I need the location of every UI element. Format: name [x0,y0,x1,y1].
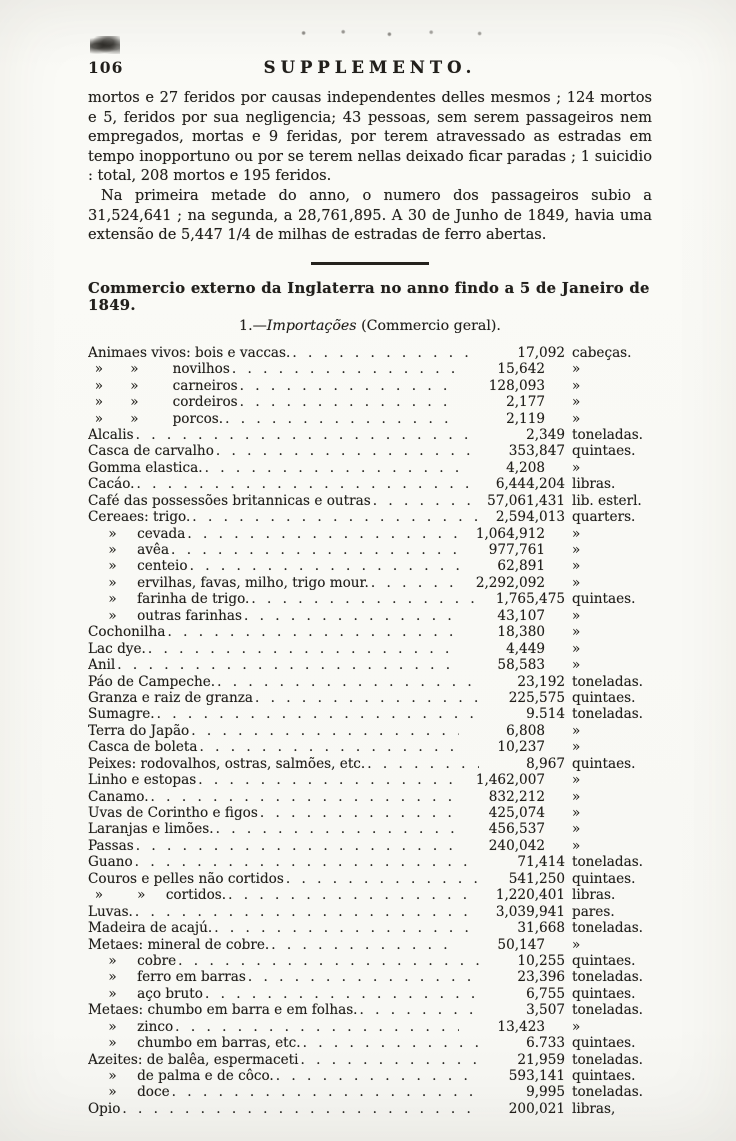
row-ditto-prefix: » » [88,410,173,427]
dot-leader [373,493,479,509]
row-ditto-prefix: » [88,985,138,1002]
row-label: doce [137,1084,170,1101]
dot-leader [371,575,459,591]
row-value: 9,995 [526,1084,565,1101]
row-label: ferro em barras [137,969,246,986]
row-unit: lib. esterl. [572,492,642,509]
running-header: SUPPLEMENTO. [263,58,477,77]
row-value: 43,107 [497,607,545,624]
table-row [88,838,652,854]
table-row [88,1052,652,1068]
dot-leader [240,394,459,410]
import-table [88,345,652,1118]
table-row [88,493,652,509]
row-ditto-prefix: » [88,542,138,558]
row-value: 62,891 [497,558,545,575]
table-row [88,460,652,476]
dot-leader [192,509,479,525]
table-row [88,526,652,542]
row-label: cortidos. [165,887,227,904]
row-unit: toneladas. [572,673,644,690]
dot-leader [191,723,459,739]
row-label: Laranjas e limões. [88,821,214,838]
row-label: Cacáo. [88,476,135,493]
row-label: farinha de trigo. [137,591,250,608]
row-value: 1,064,912 [475,525,545,542]
table-row [88,641,652,657]
dot-leader [167,624,459,640]
row-value: 541,250 [508,870,565,887]
dot-leader [172,1084,479,1100]
row-value: 240,042 [488,837,545,854]
row-label: Casca de carvalho [88,443,214,460]
dot-leader [292,345,479,361]
section-subtitle [88,318,652,334]
table-row [88,789,652,805]
table-row [88,1084,652,1100]
dot-leader [225,411,459,427]
row-value: 10,255 [517,952,565,969]
row-ditto-prefix: » [88,607,138,624]
subtitle-suffix: (Commercio geral). [356,317,501,334]
dot-leader [187,526,459,542]
row-ditto-prefix: » [88,1084,138,1101]
dot-leader [301,1052,480,1068]
row-value: 18,380 [497,624,545,641]
row-label: Linho e estopas [88,772,197,789]
row-value: 23,396 [517,969,565,986]
row-unit: » [572,459,581,476]
row-label: Alcalis [88,426,134,443]
table-row [88,345,652,361]
row-label: Peixes: rodovalhos, ostras, salmões, etc. [88,755,366,772]
dot-leader [276,1068,479,1084]
table-row [88,476,652,492]
row-value: 3,039,941 [495,903,565,920]
row-value: 6,444,204 [495,476,565,493]
row-label: Metaes: mineral de cobre. [88,936,270,953]
row-ditto-prefix: » [88,1035,138,1052]
row-unit: » [572,837,581,854]
row-unit: quintaes. [572,870,636,887]
row-value: 13,423 [497,1018,545,1035]
ink-smudge [90,36,120,54]
row-unit: » [572,1018,581,1035]
row-value: 10,237 [497,739,545,756]
dot-leader [367,756,479,772]
table-row [88,624,652,640]
table-row [88,1002,652,1018]
row-value: 832,212 [488,788,545,805]
row-unit: » [572,805,581,821]
table-row [88,953,652,969]
dot-leader [137,476,480,492]
table-row [88,1068,652,1084]
row-value: 21,959 [517,1051,565,1068]
row-value: 425,074 [488,805,545,821]
row-ditto-prefix: » [88,1018,138,1035]
row-value: 58,583 [497,657,545,674]
row-value: 225,575 [508,689,565,706]
row-unit: toneladas. [572,1084,644,1101]
dot-leader [286,871,479,887]
row-unit: » [572,542,581,558]
row-unit: libras, [572,1100,616,1117]
dot-leader [190,558,459,574]
row-value: 4,208 [506,459,545,476]
row-label: cobre [137,952,177,969]
dot-leader [157,706,479,722]
row-label: cevada [137,525,186,542]
table-row [88,690,652,706]
row-label: cordeiros [172,394,238,411]
row-unit: » [572,739,581,756]
row-label: Sumagre. [88,706,155,723]
row-value: 6,755 [526,985,565,1002]
row-label: Granza e raiz de granza [88,689,253,706]
row-ditto-prefix: » » [88,361,173,378]
table-row [88,937,652,953]
row-unit: pares. [572,903,615,920]
ink-specks [286,28,506,38]
table-row [88,591,652,607]
row-value: 6,808 [506,722,545,739]
row-label: Luvas. [88,903,133,920]
section-divider [311,262,429,265]
table-row [88,986,652,1002]
table-row [88,854,652,870]
row-value: 353,847 [508,443,565,460]
dot-leader [216,443,479,459]
table-row [88,361,652,377]
dot-leader [240,378,459,394]
row-value: 1,220,401 [495,887,565,904]
row-value: 8,967 [526,755,565,772]
row-ditto-prefix: » » [88,887,166,904]
row-value: 23,192 [517,673,565,690]
table-row [88,821,652,837]
row-label: Lac dye. [88,640,146,657]
row-value: 15,642 [497,361,545,378]
row-unit: » [572,821,581,838]
table-row [88,378,652,394]
row-ditto-prefix: » [88,591,138,608]
row-unit: toneladas. [572,920,644,937]
row-unit: » [572,722,581,739]
row-ditto-prefix: » [88,952,138,969]
row-label: centeio [137,558,188,575]
dot-leader [136,838,459,854]
table-row [88,920,652,936]
row-unit: » [572,377,581,394]
row-unit: » [572,525,581,542]
row-value: 31,668 [517,920,565,937]
row-ditto-prefix: » [88,1068,138,1084]
row-label: Casca de boleta [88,739,198,756]
dot-leader [151,789,459,805]
row-value: 2,119 [506,410,545,427]
dot-leader [260,805,459,821]
table-row [88,969,652,985]
row-label: Animaes vivos: bois e vaccas. [88,344,291,361]
table-row [88,1101,652,1117]
row-ditto-prefix: » [88,558,138,575]
row-unit: » [572,574,581,591]
row-unit: quintaes. [572,1068,636,1084]
table-row [88,871,652,887]
row-value: 977,761 [488,542,545,558]
masthead [88,56,652,82]
dot-leader [175,1019,459,1035]
dot-leader [148,641,459,657]
table-row [88,394,652,410]
row-unit: quintaes. [572,443,636,460]
dot-leader [214,920,479,936]
row-unit: quarters. [572,509,636,526]
table-row [88,575,652,591]
dot-leader [232,361,459,377]
subtitle-italic-word: Importações [266,317,357,334]
row-label: Passas [88,837,134,854]
row-value: 200,021 [508,1100,565,1117]
dot-leader [248,969,479,985]
table-row [88,723,652,739]
row-value: 50,147 [497,936,545,953]
row-unit: toneladas. [572,854,644,871]
table-row [88,443,652,459]
paragraph-accidents: mortos e 27 feridos por causas independentes delles mesmos ; 124 mortos e 5, feridos por sua negligencia; 43 pessoas, sem serem passageiros nem empregados, mortas e 9 feridas, por terem atravessado as estradas em tempo inopportuno ou por se terem nellas deixado ficar paradas ; 1 suicidio : total, 208 mortos e 195 feridos. [88,89,652,185]
row-value: 593,141 [508,1068,565,1084]
table-row [88,427,652,443]
table-row [88,739,652,755]
dot-leader [228,887,479,903]
table-row [88,558,652,574]
row-value: 57,061,431 [487,492,565,509]
row-label: porcos. [172,410,224,427]
row-value: 6.733 [526,1035,565,1052]
table-row [88,887,652,903]
row-label: ervilhas, favas, milho, trigo mour. [137,574,369,591]
row-value: 3,507 [526,1002,565,1019]
row-ditto-prefix: » [88,969,138,986]
row-unit: » [572,410,581,427]
dot-leader [255,690,479,706]
table-row [88,674,652,690]
table-row [88,1035,652,1051]
row-unit: toneladas. [572,1002,644,1019]
dot-leader [205,986,479,1002]
row-value: 128,093 [488,377,545,394]
row-label: Cochonilha [88,624,166,641]
dot-leader [178,953,479,969]
row-unit: toneladas. [572,426,644,443]
dot-leader [135,854,479,870]
row-value: 9.514 [526,706,565,723]
section-title: Commercio externo da Inglaterra no anno findo a 5 de Janeiro de 1849. [88,279,650,314]
table-row [88,608,652,624]
table-row [88,509,652,525]
row-unit: » [572,361,581,378]
dot-leader [136,427,479,443]
table-row [88,904,652,920]
row-ditto-prefix: » » [88,394,173,411]
dot-leader [122,1101,479,1117]
row-unit: » [572,772,581,789]
row-unit: » [572,394,581,411]
row-value: 2,177 [506,394,545,411]
row-unit: » [572,640,581,657]
row-unit: » [572,657,581,674]
row-label: Anil [88,657,116,674]
table-row [88,1019,652,1035]
row-label: zinco [137,1018,174,1035]
page-number: 106 [88,58,124,77]
dot-leader [244,608,459,624]
subtitle-ordinal: 1.— [239,317,267,334]
dot-leader [199,739,459,755]
dot-leader [271,937,459,953]
row-label: Gomma elastica. [88,459,203,476]
row-label: Terra do Japão [88,722,190,739]
row-unit: toneladas. [572,969,644,986]
row-unit: » [572,624,581,641]
row-label: chumbo em barras, etc. [137,1035,301,1052]
row-value: 2,292,092 [475,574,545,591]
dot-leader [216,821,459,837]
row-value: 17,092 [517,344,565,361]
row-label: aço bruto [137,985,203,1002]
row-label: Couros e pelles não cortidos [88,870,284,887]
row-unit: cabeças. [572,344,632,361]
row-label: Azeites: de balêa, espermaceti [88,1051,299,1068]
row-unit: » [572,558,581,575]
row-unit: toneladas. [572,706,644,723]
row-ditto-prefix: » [88,525,138,542]
row-unit: libras. [572,887,616,904]
row-label: de palma e de côco. [137,1068,274,1084]
row-label: Cereaes: trigo. [88,509,191,526]
row-unit: quintaes. [572,1035,636,1052]
row-label: Canamo. [88,788,149,805]
table-row [88,805,652,821]
row-unit: quintaes. [572,985,636,1002]
table-row [88,542,652,558]
row-unit: libras. [572,476,616,493]
row-label: Opio [88,1100,121,1117]
row-value: 71,414 [517,854,565,871]
row-label: Café das possessões britannicas e outras [88,492,371,509]
row-value: 2,594,013 [495,509,565,526]
row-value: 1,765,475 [495,591,565,608]
row-value: 1,462,007 [475,772,545,789]
row-unit: quintaes. [572,952,636,969]
dot-leader [251,591,479,607]
row-value: 456,537 [488,821,545,838]
row-unit: quintaes. [572,591,636,608]
row-unit: » [572,607,581,624]
dot-leader [360,1002,480,1018]
row-value: 4,449 [506,640,545,657]
row-label: Metaes: chumbo em barra e em folhas. [88,1002,358,1019]
dot-leader [303,1035,479,1051]
table-row [88,657,652,673]
row-label: carneiros [172,377,238,394]
row-label: Guano [88,854,133,871]
row-label: Uvas de Corintho e figos [88,805,258,821]
row-unit: quintaes. [572,689,636,706]
table-row [88,756,652,772]
row-label: Madeira de acajú. [88,920,213,937]
row-label: avêa [137,542,170,558]
dot-leader [117,657,459,673]
table-row [88,706,652,722]
row-ditto-prefix: » » [88,377,173,394]
row-unit: quintaes. [572,755,636,772]
table-row [88,772,652,788]
row-unit: toneladas. [572,1051,644,1068]
row-unit: » [572,936,581,953]
dot-leader [205,460,459,476]
row-label: novilhos [172,361,230,378]
dot-leader [135,904,479,920]
dot-leader [198,772,459,788]
dot-leader [171,542,459,558]
row-label: Páo de Campeche. [88,673,216,690]
dot-leader [217,674,479,690]
paragraph-passengers: Na primeira metade do anno, o numero dos passageiros subio a 31,524,641 ; na segunda, a 28,761,895. A 30 de Junho de 1849, havia uma extensão de 5,447 1/4 de milhas de estradas de ferro abertas. [88,186,652,244]
row-unit: » [572,788,581,805]
row-value: 2,349 [526,426,565,443]
row-label: outras farinhas [137,607,242,624]
row-ditto-prefix: » [88,574,138,591]
table-row [88,411,652,427]
